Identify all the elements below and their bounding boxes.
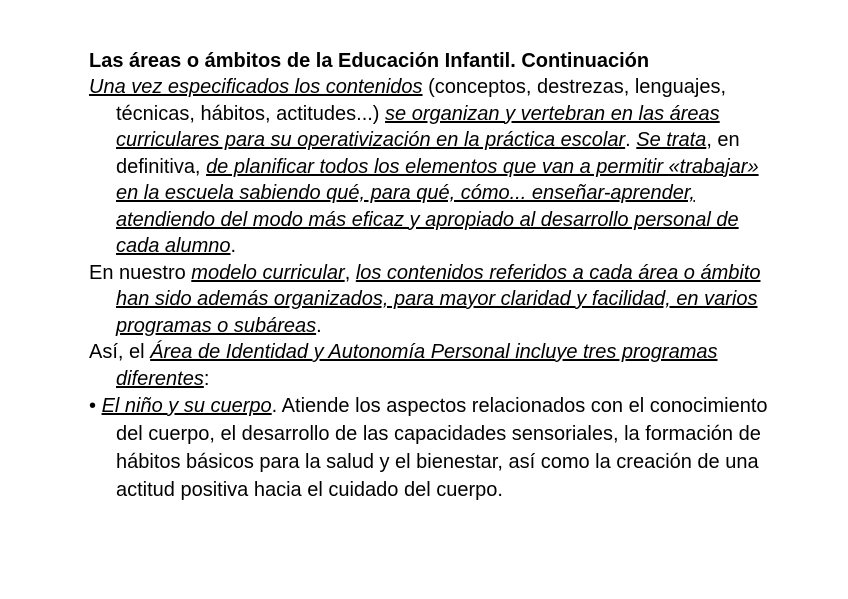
bullet-item-nino-cuerpo bbox=[89, 392, 769, 504]
emphasis-text: se organizan y vertebran en las áreas curriculares para su operativización en la práctica escolar bbox=[116, 102, 720, 151]
body-text: : bbox=[203, 367, 210, 390]
slide-content bbox=[89, 48, 769, 504]
body-text: , bbox=[344, 261, 356, 284]
body-text: En nuestro bbox=[89, 261, 192, 284]
body-text: . bbox=[625, 129, 637, 151]
bullet-glyph: • bbox=[89, 395, 102, 417]
paragraph-contenidos bbox=[89, 74, 769, 260]
body-text: (conceptos, destrezas, lenguajes, técnicas, hábitos, actitudes...) bbox=[116, 76, 727, 125]
body-text: . bbox=[316, 314, 322, 337]
body-text: . bbox=[230, 235, 237, 257]
body-text: Así, el bbox=[89, 341, 151, 363]
emphasis-text: Se trata bbox=[636, 129, 707, 151]
body-text: , en definitiva, bbox=[116, 129, 740, 178]
body-text: . Atiende los aspectos relacionados con el conocimiento del cuerpo, el desarrollo de las capacidades sensoriales, la formación de hábitos básicos para la salud y el bienestar, así como la creación de una actitud positiva hacia el cuidado del cuerpo. bbox=[116, 395, 768, 501]
emphasis-text: Una vez especificados los contenidos bbox=[89, 76, 423, 98]
emphasis-text: modelo curricular bbox=[191, 261, 345, 284]
emphasis-text: Área de Identidad y Autonomía Personal incluye tres programas diferentes bbox=[116, 341, 718, 390]
paragraph-modelo-curricular bbox=[89, 260, 769, 340]
emphasis-text: de planificar todos los elementos que van a permitir «trabajar» en la escuela sabiendo qué, para qué, cómo... enseñar-aprender, atendiendo del modo más eficaz y apropiado al desarrollo personal de cada alumno bbox=[116, 155, 759, 257]
paragraph-area-identidad bbox=[89, 339, 769, 392]
slide-title: Las áreas o ámbitos de la Educación Infantil. Continuación bbox=[89, 50, 650, 72]
emphasis-text: El niño y su cuerpo bbox=[101, 395, 272, 417]
emphasis-text: los contenidos referidos a cada área o ámbito han sido además organizados, para mayor claridad y facilidad, en varios programas o subáreas bbox=[116, 261, 761, 337]
